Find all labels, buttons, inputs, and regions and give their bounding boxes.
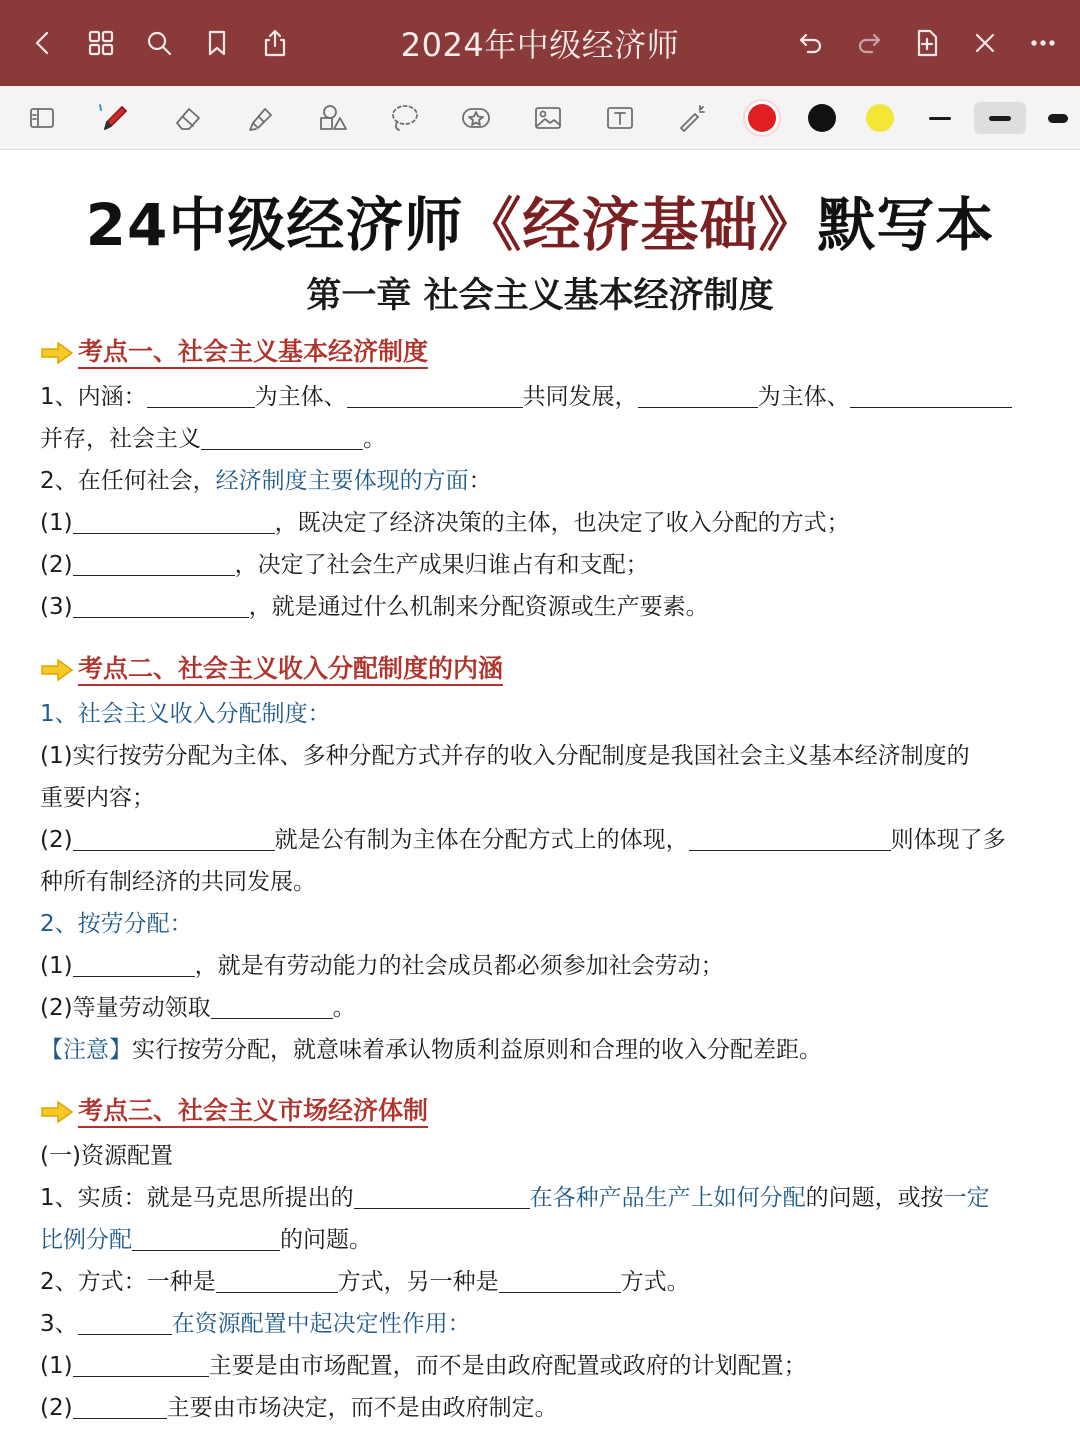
section-heading-2 bbox=[40, 653, 503, 687]
share-icon[interactable] bbox=[246, 14, 304, 72]
grid-icon[interactable] bbox=[72, 14, 130, 72]
highlighted-term: 一定 bbox=[943, 1185, 990, 1211]
s2-line-2: (1)实行按劳分配为主体、多种分配方式并存的收入分配制度是我国社会主义基本经济制度的 bbox=[40, 743, 970, 769]
shapes-icon[interactable] bbox=[306, 94, 358, 142]
section-heading-text: 考点二、社会主义收入分配制度的内涵 bbox=[78, 654, 503, 686]
s3-line-2 bbox=[40, 1183, 1042, 1213]
text-span: (2)等量劳动领取 bbox=[40, 995, 211, 1021]
fill-blank[interactable] bbox=[201, 426, 363, 450]
undo-icon[interactable] bbox=[782, 14, 840, 72]
text-span: ，就是通过什么机制来分配资源或生产要素。 bbox=[248, 594, 709, 620]
fill-blank[interactable] bbox=[216, 1269, 338, 1293]
highlighter-icon[interactable] bbox=[234, 94, 286, 142]
document-page bbox=[0, 150, 1080, 1443]
eraser-icon[interactable] bbox=[162, 94, 214, 142]
fill-blank[interactable] bbox=[73, 510, 275, 534]
text-span: 方式，另一种是 bbox=[337, 1269, 499, 1295]
fill-blank[interactable] bbox=[73, 953, 195, 977]
text-box-icon[interactable] bbox=[594, 94, 646, 142]
fill-blank[interactable] bbox=[132, 1227, 280, 1251]
text-span: 2、方式：一种是 bbox=[40, 1269, 216, 1295]
fill-blank[interactable] bbox=[850, 384, 1012, 408]
add-page-icon[interactable] bbox=[898, 14, 956, 72]
text-span: (1) bbox=[40, 510, 73, 536]
color-black-swatch[interactable] bbox=[808, 104, 836, 132]
stroke-medium-option[interactable] bbox=[974, 102, 1026, 134]
main-title bbox=[78, 178, 1003, 262]
text-span: ： bbox=[468, 468, 492, 494]
laser-pointer-icon[interactable] bbox=[666, 94, 718, 142]
highlighted-term: 比例分配 bbox=[40, 1227, 132, 1253]
close-icon[interactable] bbox=[956, 14, 1014, 72]
text-span: 则体现了多 bbox=[890, 827, 1006, 853]
fill-blank[interactable] bbox=[689, 827, 891, 851]
page-layout-icon[interactable] bbox=[16, 94, 68, 142]
main-title-book-name: 《经济基础》 bbox=[463, 191, 818, 259]
fill-blank[interactable] bbox=[499, 1269, 621, 1293]
text-span: 就是公有制为主体在分配方式上的体现， bbox=[274, 827, 689, 853]
stroke-thick-option[interactable] bbox=[1032, 102, 1080, 134]
s2-line-3: 重要内容； bbox=[40, 785, 155, 811]
s2-line-8 bbox=[40, 993, 1042, 1023]
s2-line-4 bbox=[40, 825, 1042, 855]
s3-line-5 bbox=[40, 1309, 1042, 1339]
arrow-right-icon bbox=[40, 658, 74, 682]
stroke-thin-option[interactable] bbox=[914, 102, 966, 134]
s1-line-6 bbox=[40, 592, 1042, 622]
text-span: 方式。 bbox=[620, 1269, 690, 1295]
text-span: 2、在任何社会， bbox=[40, 468, 216, 494]
lasso-icon[interactable] bbox=[378, 94, 430, 142]
document-title: 2024年中级经济师 bbox=[400, 26, 680, 64]
section-heading-text: 考点三、社会主义市场经济体制 bbox=[78, 1096, 428, 1128]
annotation-toolbar bbox=[0, 86, 1080, 150]
color-yellow-swatch[interactable] bbox=[866, 104, 894, 132]
s1-line-4 bbox=[40, 508, 1042, 538]
fill-blank[interactable] bbox=[73, 1395, 167, 1419]
s2-line-5: 种所有制经济的共同发展。 bbox=[40, 869, 316, 895]
fill-blank[interactable] bbox=[73, 552, 235, 576]
s1-line-2 bbox=[40, 424, 1042, 454]
s2-line-9 bbox=[40, 1035, 1042, 1065]
highlighted-term: 在各种产品生产上如何分配 bbox=[529, 1185, 806, 1211]
main-title-row bbox=[0, 178, 1080, 262]
top-app-bar bbox=[0, 0, 1080, 86]
sticker-icon[interactable] bbox=[450, 94, 502, 142]
text-span: 。 bbox=[363, 426, 386, 452]
highlighted-term: 经济制度主要体现的方面 bbox=[215, 468, 469, 494]
arrow-right-icon bbox=[40, 341, 74, 365]
text-span: 共同发展， bbox=[522, 384, 638, 410]
text-span: (2) bbox=[40, 552, 73, 578]
main-title-prefix: 24中级经济师 bbox=[85, 191, 464, 259]
fill-blank[interactable] bbox=[73, 1353, 209, 1377]
section-heading-text: 考点一、社会主义基本经济制度 bbox=[78, 337, 428, 369]
text-span: (2) bbox=[40, 827, 73, 853]
text-span: 3、 bbox=[40, 1311, 78, 1337]
text-span: 为主体、 bbox=[757, 384, 850, 410]
s1-line-5 bbox=[40, 550, 1042, 580]
fill-blank[interactable] bbox=[73, 594, 249, 618]
main-title-suffix: 默写本 bbox=[817, 191, 995, 259]
s3-line-7 bbox=[40, 1393, 1042, 1423]
s3-line-1: (一)资源配置 bbox=[40, 1143, 173, 1169]
text-span: 实行按劳分配，就意味着承认物质利益原则和合理的收入分配差距。 bbox=[132, 1037, 822, 1063]
s2-line-7 bbox=[40, 951, 1042, 981]
text-span: 并存，社会主义 bbox=[40, 426, 201, 452]
chapter-heading: 第一章 社会主义基本经济制度 bbox=[306, 276, 774, 316]
s1-line-1 bbox=[40, 382, 1042, 412]
text-span: 1、实质：就是马克思所提出的 bbox=[40, 1185, 354, 1211]
redo-icon[interactable] bbox=[840, 14, 898, 72]
text-span: 主要是由市场配置，而不是由政府配置或政府的计划配置； bbox=[208, 1353, 807, 1379]
s1-line-3 bbox=[40, 466, 1042, 496]
back-icon[interactable] bbox=[14, 14, 72, 72]
arrow-right-icon bbox=[40, 1100, 74, 1124]
top-bar-left-actions bbox=[14, 0, 304, 86]
top-bar-right-actions bbox=[782, 0, 1072, 86]
fill-blank[interactable] bbox=[638, 384, 758, 408]
text-span: (1) bbox=[40, 1353, 73, 1379]
text-span: (1) bbox=[40, 953, 73, 979]
s3-line-3 bbox=[40, 1225, 1042, 1255]
text-span: 的问题。 bbox=[280, 1227, 372, 1253]
more-icon[interactable] bbox=[1014, 14, 1072, 72]
fill-blank[interactable] bbox=[73, 827, 275, 851]
fill-blank[interactable] bbox=[147, 384, 255, 408]
fill-blank[interactable] bbox=[354, 1185, 530, 1209]
pen-icon[interactable] bbox=[88, 94, 140, 142]
s2-line-1: 1、社会主义收入分配制度： bbox=[40, 701, 331, 727]
bookmark-icon[interactable] bbox=[188, 14, 246, 72]
section-heading-1 bbox=[40, 336, 428, 370]
text-span: ，就是有劳动能力的社会成员都必须参加社会劳动； bbox=[194, 953, 724, 979]
fill-blank[interactable] bbox=[347, 384, 523, 408]
text-span: 主要由市场决定，而不是由政府制定。 bbox=[166, 1395, 558, 1421]
s3-line-6 bbox=[40, 1351, 1042, 1381]
section-heading-3 bbox=[40, 1095, 428, 1129]
s2-line-6: 2、按劳分配： bbox=[40, 911, 193, 937]
text-span: 1、内涵： bbox=[40, 384, 147, 410]
fill-blank[interactable] bbox=[78, 1311, 172, 1335]
text-span: ，既决定了经济决策的主体，也决定了收入分配的方式； bbox=[274, 510, 850, 536]
fill-blank[interactable] bbox=[211, 995, 333, 1019]
search-icon[interactable] bbox=[130, 14, 188, 72]
text-span: ，决定了社会生产成果归谁占有和支配； bbox=[234, 552, 649, 578]
text-span: (3) bbox=[40, 594, 73, 620]
s3-line-4 bbox=[40, 1267, 1042, 1297]
image-icon[interactable] bbox=[522, 94, 574, 142]
text-span: 的问题，或按 bbox=[805, 1185, 944, 1211]
highlighted-term: 在资源配置中起决定性作用： bbox=[171, 1311, 471, 1337]
text-span: 为主体、 bbox=[254, 384, 347, 410]
text-span: (2) bbox=[40, 1395, 73, 1421]
note-label: 【注意】 bbox=[40, 1037, 132, 1063]
color-red-swatch[interactable] bbox=[748, 104, 776, 132]
text-span: 。 bbox=[332, 995, 356, 1021]
